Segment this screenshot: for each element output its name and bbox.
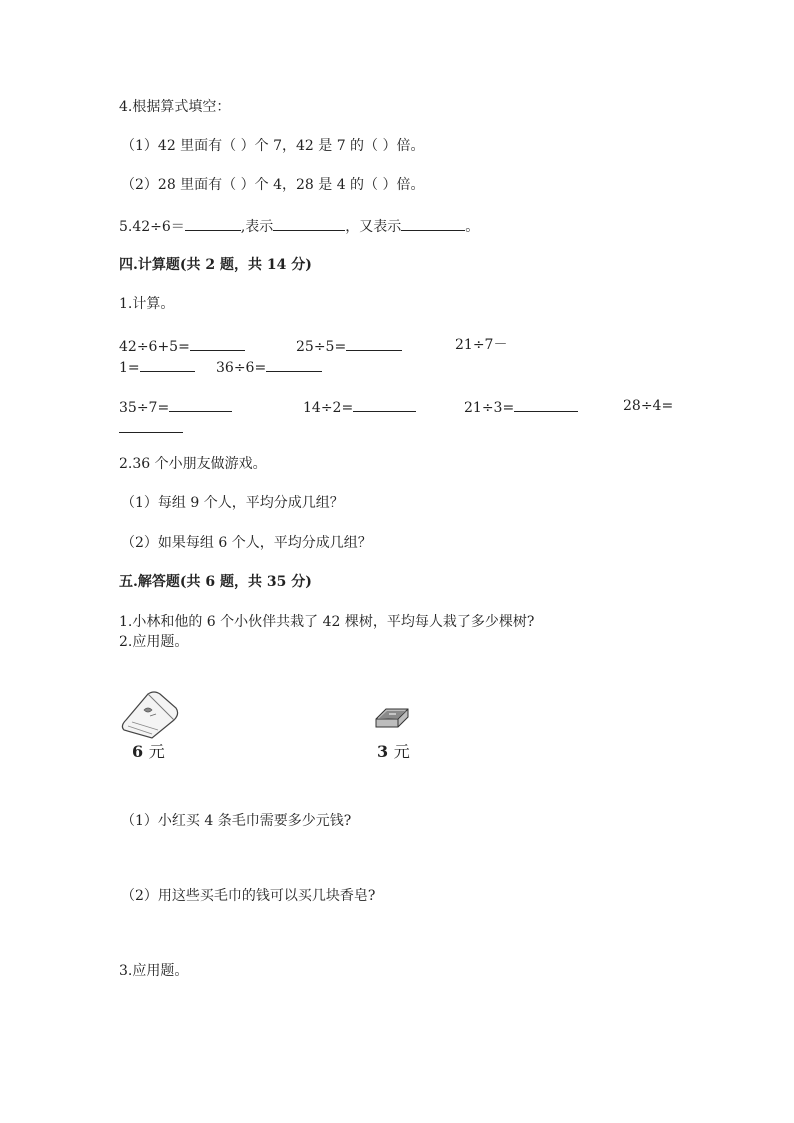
calc-item — [119, 336, 245, 356]
game-question-title: 2.36 个小朋友做游戏。 — [119, 456, 267, 472]
answer-blank[interactable] — [514, 397, 578, 412]
calc-item — [216, 357, 322, 377]
calc-item — [119, 357, 195, 377]
answer-blank[interactable] — [346, 336, 402, 351]
q5-blank-1[interactable] — [185, 216, 241, 231]
towel-price-value: 6 — [132, 742, 144, 761]
application-title: 2.应用题。 — [119, 634, 189, 650]
calc-expression: 25÷5= — [296, 339, 347, 355]
calc-expression: 42÷6+5= — [119, 339, 190, 355]
calc-item — [455, 336, 507, 354]
game-question-1: （1）每组 9 个人，平均分成几组？ — [121, 495, 344, 511]
soap-price — [377, 743, 410, 761]
application-title-3: 3.应用题。 — [119, 963, 189, 979]
calc-expression: 1= — [119, 360, 140, 376]
calc-expression: 21÷7－ — [455, 337, 508, 353]
section-4-heading: 四.计算题(共 2 题，共 14 分) — [119, 257, 312, 273]
soap-image — [372, 705, 412, 731]
answer-blank[interactable] — [353, 397, 416, 412]
soap-price-value: 3 — [377, 742, 389, 761]
towel-image — [118, 690, 182, 740]
soap-price-unit: 元 — [393, 742, 410, 761]
calc-item — [119, 397, 232, 417]
section-5-heading: 五.解答题(共 6 题，共 35 分) — [119, 574, 312, 590]
calc-item — [296, 336, 402, 356]
q5-blank-3[interactable] — [401, 216, 465, 231]
calc-expression: 21÷3= — [464, 400, 515, 416]
q5-blank-2[interactable] — [273, 216, 345, 231]
calc-title: 1.计算。 — [119, 296, 175, 312]
q5-text-a: 5.42÷6＝ — [119, 219, 185, 235]
answer-blank[interactable] — [266, 357, 322, 372]
q4-line-1: （1）42 里面有（ ）个 7，42 是 7 的（ ）倍。 — [121, 138, 425, 154]
q4-line-2: （2）28 里面有（ ）个 4，28 是 4 的（ ）倍。 — [121, 177, 425, 193]
calc-item — [303, 397, 416, 417]
trees-question: 1.小林和他的 6 个小伙伴共栽了 42 棵树，平均每人栽了多少棵树? — [119, 614, 535, 630]
calc-item — [464, 397, 578, 417]
answer-blank[interactable] — [140, 357, 195, 372]
calc-expression: 36÷6= — [216, 360, 267, 376]
q5-line — [119, 216, 479, 236]
q5-text-d: 。 — [465, 219, 480, 235]
q5-text-b: ,表示 — [240, 219, 274, 235]
answer-blank[interactable] — [169, 397, 232, 412]
answer-blank[interactable] — [190, 336, 245, 351]
game-question-2: （2）如果每组 6 个人，平均分成几组？ — [121, 535, 372, 551]
calc-item — [623, 397, 673, 415]
calc-item — [119, 418, 183, 438]
soap-question: （2）用这些买毛巾的钱可以买几块香皂? — [121, 888, 376, 904]
q4-title: 4.根据算式填空： — [119, 99, 231, 115]
q5-text-c: ，又表示 — [345, 219, 402, 235]
calc-expression: 35÷7= — [119, 400, 170, 416]
towel-price — [132, 743, 165, 761]
calc-expression: 14÷2= — [303, 400, 354, 416]
towel-question: （1）小红买 4 条毛巾需要多少元钱? — [121, 813, 352, 829]
towel-price-unit: 元 — [148, 742, 165, 761]
calc-expression: 28÷4= — [623, 398, 674, 414]
answer-blank[interactable] — [119, 418, 183, 433]
